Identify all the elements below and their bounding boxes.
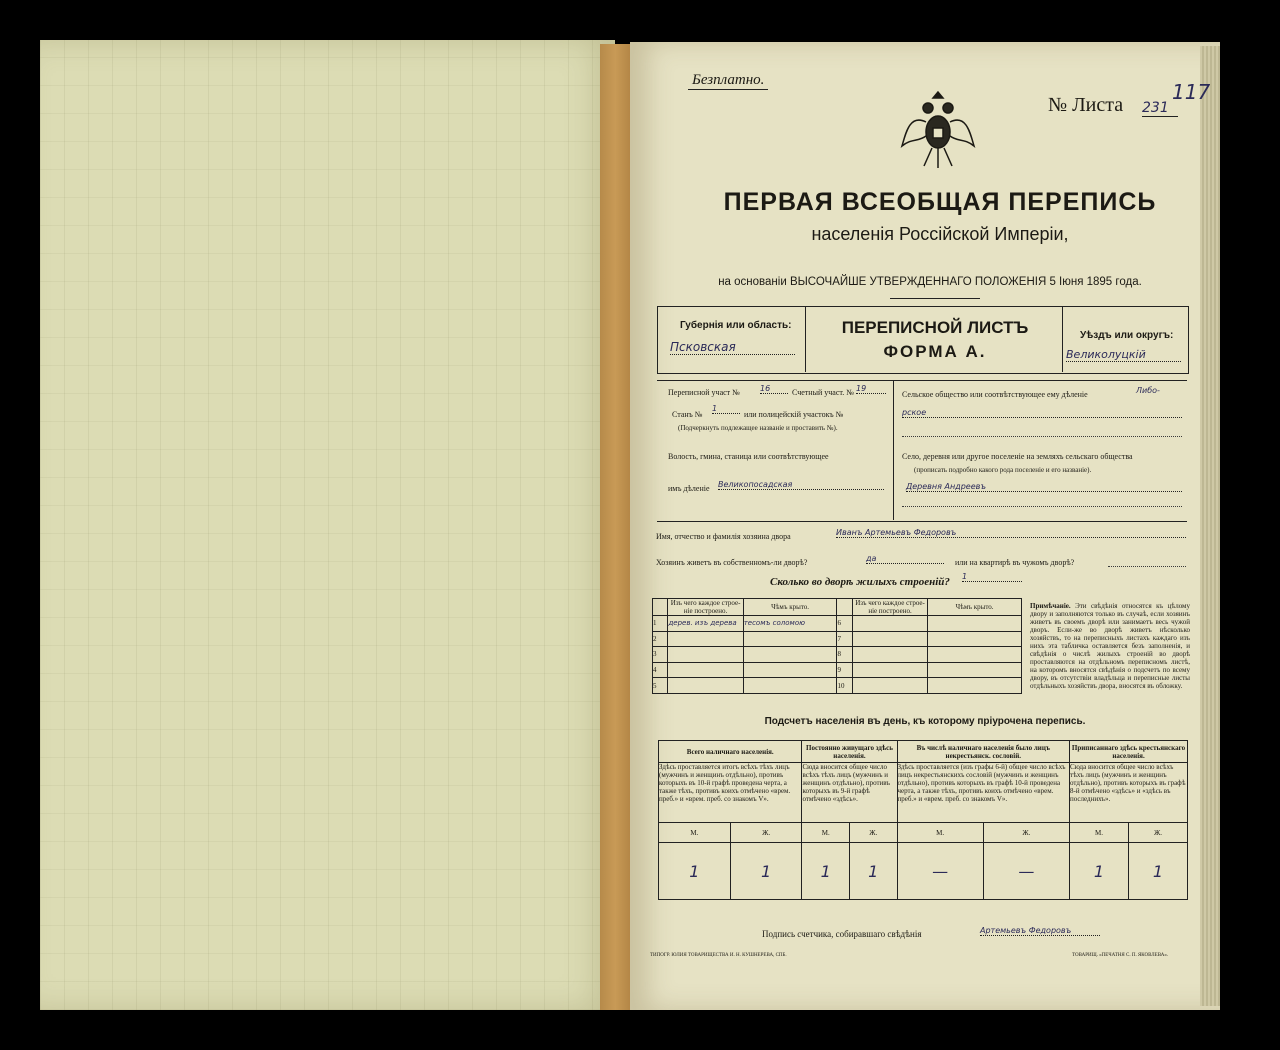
- owner-value: Иванъ Артемьевъ Федоровъ: [836, 528, 1186, 538]
- selo-note: (прописать подробно какого рода поселеніе и его названіе).: [914, 466, 1092, 474]
- sheet-number-value: 231: [1142, 100, 1178, 117]
- count-value: 1: [1070, 843, 1129, 900]
- female-header: Ж.: [1128, 823, 1187, 843]
- count-header: Приписаннаго здѣсь крестьянскаго населенія.: [1070, 741, 1188, 763]
- signature-label: Подпись счетчика, собиравшаго свѣдѣнія: [762, 929, 922, 939]
- lives-value: да: [866, 554, 944, 564]
- male-header: М.: [897, 823, 983, 843]
- lives-label: Хозяинъ живетъ въ собственномъ-ли дворѣ?: [656, 558, 808, 567]
- note-block: [1030, 602, 1190, 690]
- underline-note: (Подчеркнуть подлежащее названіе и проставить №).: [678, 424, 838, 432]
- row-number: 7: [837, 631, 852, 647]
- selo-value: Деревня Андреевъ: [906, 482, 1182, 492]
- apartment-label: или на квартирѣ въ чужомъ дворѣ?: [955, 558, 1075, 567]
- roof-header: Чѣмъ крыто.: [743, 599, 837, 616]
- note-label: Примѣчаніе.: [1030, 602, 1071, 610]
- imperial-eagle-emblem: [898, 86, 978, 172]
- signature-value: Артемьевъ Федоровъ: [980, 926, 1100, 936]
- male-header: М.: [802, 823, 850, 843]
- uezd-value: Великолуцкій: [1066, 348, 1181, 362]
- building-material: дерев. изъ дерева: [668, 616, 743, 632]
- form-name: ФОРМА А.: [883, 342, 987, 361]
- sheet-number-label: № Листа: [1048, 94, 1124, 116]
- blank-line: [902, 506, 1182, 507]
- selskoe-value: Либо-: [1136, 386, 1160, 395]
- ornament-divider: [890, 298, 980, 299]
- row-number: 2: [653, 631, 668, 647]
- female-header: Ж.: [849, 823, 897, 843]
- volost-label: Волость, гмина, станица или соотвѣтствующее: [668, 452, 829, 461]
- printer-left: ТИПОГР. ЮЛИЯ ТОВАРИЩЕСТВА И. Н. КУШНЕРЕВА, СПБ.: [650, 953, 787, 958]
- building-roof: тесомъ соломою: [743, 616, 837, 632]
- female-header: Ж.: [730, 823, 802, 843]
- row-number: 1: [653, 616, 668, 632]
- selskoe-label: Сельское общество или соотвѣтствующее ему дѣленіе: [902, 390, 1088, 399]
- row-number: 10: [837, 678, 852, 694]
- gubernia-label: Губернія или область:: [680, 320, 792, 331]
- page-edges: [1200, 46, 1220, 1006]
- count-table: [658, 740, 1188, 900]
- count-value: 1: [802, 843, 850, 900]
- police-label: или полицейскій участокъ №: [744, 410, 844, 419]
- buildings-table: [652, 598, 1022, 694]
- row-number: 8: [837, 647, 852, 663]
- printer-right: ТОВАРИЩ. «ПЕЧАТНЯ С. П. ЯКОВЛЕВА».: [1072, 953, 1169, 958]
- schet-uch-label: Счетный участ. №: [792, 388, 854, 397]
- material-header: Изъ чего каждое строе-ніе построено.: [668, 599, 743, 616]
- divider: [805, 306, 806, 372]
- count-value: 1: [659, 843, 731, 900]
- perepis-uch-label: Переписной участ №: [668, 388, 740, 397]
- count-description: Сюда вносится общее число всѣхъ тѣхъ лицъ (мужчинъ и женщинъ отдѣльно), противъ которыхъ въ графѣ 8-й отмѣчено «здѣсь» и «здѣсь въ последнихъ».: [1070, 763, 1188, 823]
- owner-label: Имя, отчество и фамилія хозяина двора: [656, 532, 791, 541]
- sheet-number-pencil: 117: [1172, 80, 1211, 104]
- census-basis: на основаніи ВЫСОЧАЙШЕ УТВЕРЖДЕННАГО ПОЛОЖЕНІЯ 5 Іюня 1895 года.: [718, 276, 1142, 288]
- left-blank-page: [40, 40, 615, 1010]
- buildings-value: 1: [962, 572, 1022, 582]
- schet-uch-value: 19: [856, 384, 886, 394]
- uezd-label: Уѣздъ или округъ:: [1080, 330, 1174, 341]
- male-header: М.: [659, 823, 731, 843]
- divider: [893, 380, 894, 520]
- row-number: 4: [653, 662, 668, 678]
- material-header: Изъ чего каждое строе-ніе построено.: [852, 599, 927, 616]
- selskoe-value-2: рское: [902, 408, 1182, 418]
- row-number: 3: [653, 647, 668, 663]
- blank-line: [902, 436, 1182, 437]
- count-header: Постоянно живущаго здѣсь населенія.: [802, 741, 897, 763]
- divider: [1062, 306, 1063, 372]
- buildings-label: Сколько во дворѣ жилыхъ строеній?: [770, 576, 950, 588]
- count-title: Подсчетъ населенія въ день, къ которому пріурочена перепись.: [764, 716, 1086, 727]
- count-value: —: [983, 843, 1069, 900]
- census-subtitle: населенія Россійской Имперіи,: [811, 224, 1069, 244]
- row-number: 5: [653, 678, 668, 694]
- stan-label: Станъ №: [672, 410, 703, 419]
- stan-value: 1: [712, 404, 740, 414]
- roof-header: Чѣмъ крыто.: [928, 599, 1022, 616]
- note-text: Эти свѣдѣнія относятся къ цѣлому двору и заполняются только въ случаѣ, если хозяинъ живетъ въ своемъ дворѣ или занимаетъ весь чужой дворъ. Если-же во дворѣ живетъ нѣсколько хозяйствъ, то на переписныхъ листахъ каждаго изъ нихъ эта табличка оставляется безъ заполненія, и свѣдѣнія о числѣ жилыхъ строеній во дворѣ проставляются на отдѣльномъ переписномъ листѣ, на которомъ вносятся свѣдѣнія о подсчетъ по всему двору, въ отсутствіи владѣльца и переписные листы отдѣльныхъ хозяйствъ двора, вносятся въ обложку.: [1030, 602, 1190, 690]
- count-description: Здѣсь проставляется (изъ графы 6-й) общее число всѣхъ лицъ некрестьянскихъ сословій (мужчинъ и женщинъ отдѣльно), противъ которыхъ въ графѣ 10-й проведена черта, а также тѣхъ, противъ коихъ отмѣчено «врем. преб.» и «врем. преб. со знакомъ V».: [897, 763, 1070, 823]
- location-box: [657, 380, 1187, 522]
- female-header: Ж.: [983, 823, 1069, 843]
- row-number: 9: [837, 662, 852, 678]
- count-value: 1: [1128, 843, 1187, 900]
- count-header: Всего наличнаго населенія.: [659, 741, 802, 763]
- perepis-uch-value: 16: [760, 384, 788, 394]
- count-value: 1: [730, 843, 802, 900]
- male-header: М.: [1070, 823, 1129, 843]
- blank-line: [1108, 566, 1186, 567]
- volost-label-2: имъ дѣленіе: [668, 484, 710, 493]
- free-label: Безплатно.: [688, 72, 768, 90]
- count-value: 1: [849, 843, 897, 900]
- gubernia-value: Псковская: [670, 340, 795, 355]
- selo-label: Село, деревня или другое поселеніе на земляхъ сельскаго общества: [902, 452, 1133, 461]
- count-header: Въ числѣ наличнаго населенія было лицъ некрестьянск. сословій.: [897, 741, 1070, 763]
- census-title: ПЕРВАЯ ВСЕОБЩАЯ ПЕРЕПИСЬ: [723, 188, 1157, 216]
- count-description: Здѣсь проставляется итогъ всѣхъ тѣхъ лицъ (мужчинъ и женщинъ отдѣльно), противъ которыхъ въ 10-й графѣ проведена черта, а также тѣхъ, противъ коихъ отмѣчено «врем. преб.» и «врем. преб. со знакомъ V».: [659, 763, 802, 823]
- volost-value: Великопосадская: [718, 480, 884, 490]
- row-number: 6: [837, 616, 852, 632]
- count-value: —: [897, 843, 983, 900]
- sheet-title: ПЕРЕПИСНОЙ ЛИСТЪ: [841, 318, 1029, 337]
- count-description: Сюда вносится общее число всѣхъ тѣхъ лицъ (мужчинъ и женщинъ отдѣльно), противъ которыхъ въ 9-й графѣ отмѣчено «здѣсь».: [802, 763, 897, 823]
